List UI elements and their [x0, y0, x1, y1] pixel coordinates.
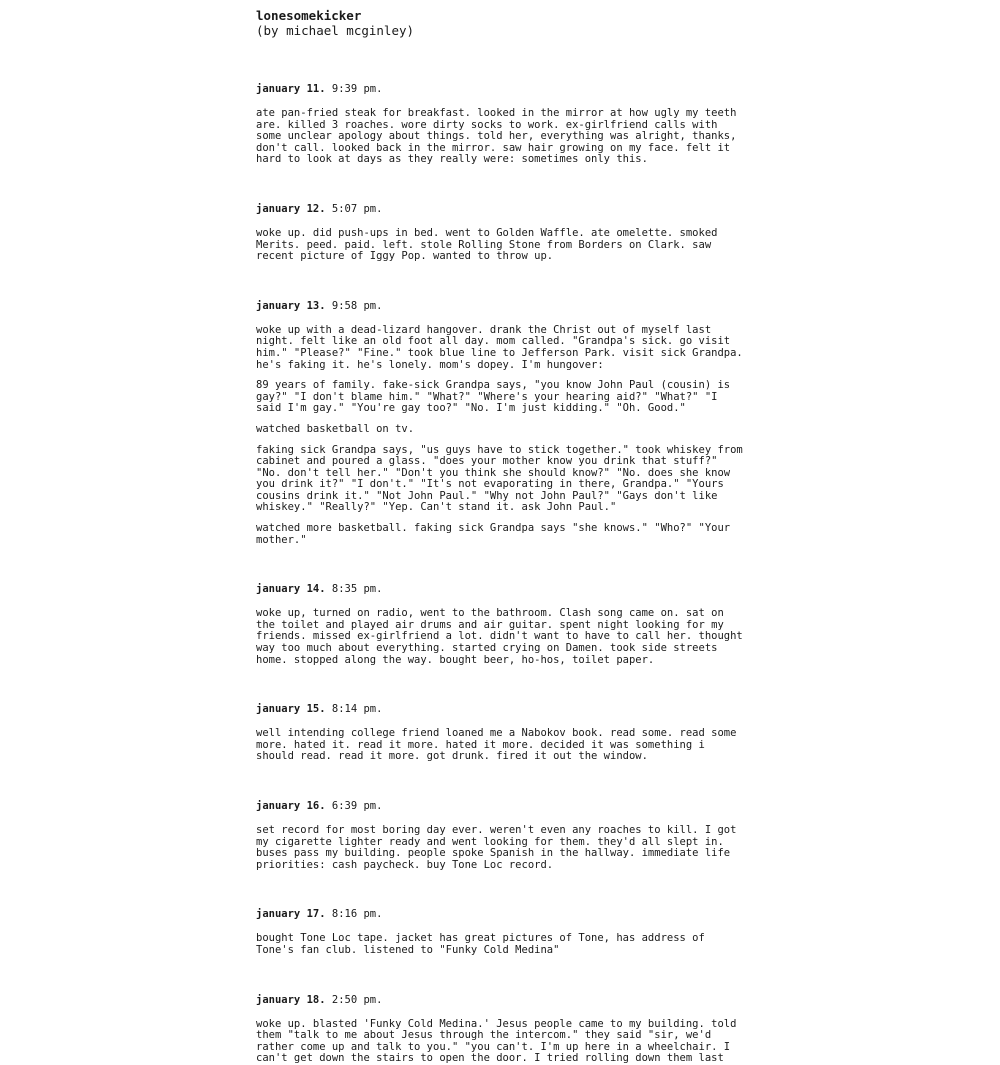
- journal-entry: [256, 994, 756, 1065]
- entry-paragraph: 89 years of family. fake-sick Grandpa says, "you know John Paul (cousin) is gay?" "I don't blame him." "What?" "Where's your hearing aid?" "What?" "I said I'm gay." "You're gay too?" "No. I'm just kidding." "Oh. Good.": [256, 379, 731, 415]
- entry-time: 8:16 pm.: [331, 908, 383, 921]
- entry-paragraph: woke up. blasted 'Funky Cold Medina.' Jesus people came to my building. told them "talk to me about Jesus through the intercom." they said "sir, we'd rather come up and talk to you." "you can't. I'm up here in a wheelchair. I can't get down the stairs to open the door. I tried rolling down them last: [256, 1017, 737, 1065]
- journal-entry: [256, 908, 756, 956]
- entry-time: 2:50 pm.: [331, 993, 383, 1006]
- entry-time: 9:58 pm.: [331, 299, 383, 312]
- journal-entry: [256, 203, 756, 263]
- entry-paragraph: faking sick Grandpa says, "us guys have to stick together." took whiskey from cabinet and poured a glass. "does your mother know you drink that stuff?" "No. don't tell her." "Don't you think she should know?" "No. does she know you drink it?" "I don't." "It's not evaporating in there, Grandpa." "Yours cousins drink it." "Not John Paul." "Why not John Paul?" "Gays don't like whiskey." "Really?" "Yep. Can't stand it. ask John Paul.": [256, 443, 743, 514]
- entry-paragraph: woke up. did push-ups in bed. went to Golden Waffle. ate omelette. smoked Merits. peed. paid. left. stole Rolling Stone from Borders on Clark. saw recent picture of Iggy Pop. wanted to throw up.: [256, 226, 718, 263]
- site-title: lonesomekicker: [256, 8, 362, 23]
- journal-entry: [256, 800, 756, 871]
- entry-date: january 17.: [256, 908, 326, 921]
- entry-paragraph: watched more basketball. faking sick Grandpa says "she knows." "Who?" "Your mother.": [256, 522, 731, 546]
- entry-header: [256, 800, 756, 813]
- entry-header: [256, 908, 756, 921]
- entry-header: [256, 300, 756, 313]
- journal-entry: [256, 83, 756, 166]
- entry-date: january 13.: [256, 299, 326, 312]
- entry-date: january 11.: [256, 83, 326, 95]
- entry-header: [256, 83, 756, 96]
- entry-paragraph: bought Tone Loc tape. jacket has great pictures of Tone, has address of Tone's fan club. listened to "Funky Cold Medina": [256, 932, 705, 956]
- byline: (by michael mcginley): [256, 23, 415, 38]
- entry-time: 8:14 pm.: [331, 703, 383, 716]
- journal-page: [256, 8, 756, 1065]
- entry-paragraph: well intending college friend loaned me a Nabokov book. read some. read some more. hated it. read it more. hated it more. decided it was something i should read. read it more. got drunk. fired it out the window.: [256, 727, 737, 763]
- entry-paragraph: woke up with a dead-lizard hangover. drank the Christ out of myself last night. felt like an old foot all day. mom called. "Grandpa's sick. go visit him." "Please?" "Fine." took blue line to Jefferson Park. visit sick Grandpa. he's faking it. he's lonely. mom's dopey. I'm hungover:: [256, 323, 743, 371]
- entry-date: january 15.: [256, 703, 326, 716]
- entry-time: 6:39 pm.: [331, 800, 383, 812]
- entry-header: [256, 994, 756, 1007]
- entry-date: january 14.: [256, 583, 326, 596]
- entry-time: 8:35 pm.: [331, 583, 383, 596]
- entry-header: [256, 583, 756, 596]
- entry-time: 9:39 pm.: [331, 83, 383, 95]
- entry-paragraph: woke up, turned on radio, went to the bathroom. Clash song came on. sat on the toilet and played air drums and air guitar. spent night looking for my friends. missed ex-girlfriend a lot. didn't want to have to call her. thought way too much about everything. started crying on Damen. took side streets home. stopped along the way. bought beer, ho-hos, toilet paper.: [256, 607, 743, 666]
- entry-paragraph: set record for most boring day ever. weren't even any roaches to kill. I got my cigarette lighter ready and went looking for them. they'd all slept in. buses pass my building. people spoke Spanish in the hallway. immediate life priorities: cash paycheck. buy Tone Loc record.: [256, 824, 737, 871]
- entry-paragraph: watched basketball on tv.: [256, 422, 415, 435]
- journal-entry: [256, 703, 756, 763]
- journal-entry: [256, 300, 756, 547]
- entry-date: january 12.: [256, 202, 326, 215]
- journal-entry: [256, 583, 756, 666]
- entry-date: january 16.: [256, 800, 326, 812]
- entry-time: 5:07 pm.: [331, 202, 383, 215]
- entries-list: [256, 83, 756, 1065]
- entry-header: [256, 203, 756, 216]
- entry-header: [256, 703, 756, 716]
- entry-date: january 18.: [256, 993, 326, 1006]
- entry-paragraph: ate pan-fried steak for breakfast. looked in the mirror at how ugly my teeth are. killed 3 roaches. wore dirty socks to work. ex-girlfriend calls with some unclear apology about things. told her, everything was alright, thanks, don't call. looked back in the mirror. saw hair growing on my face. felt it hard to look at days as they really were: sometimes only this.: [256, 107, 737, 166]
